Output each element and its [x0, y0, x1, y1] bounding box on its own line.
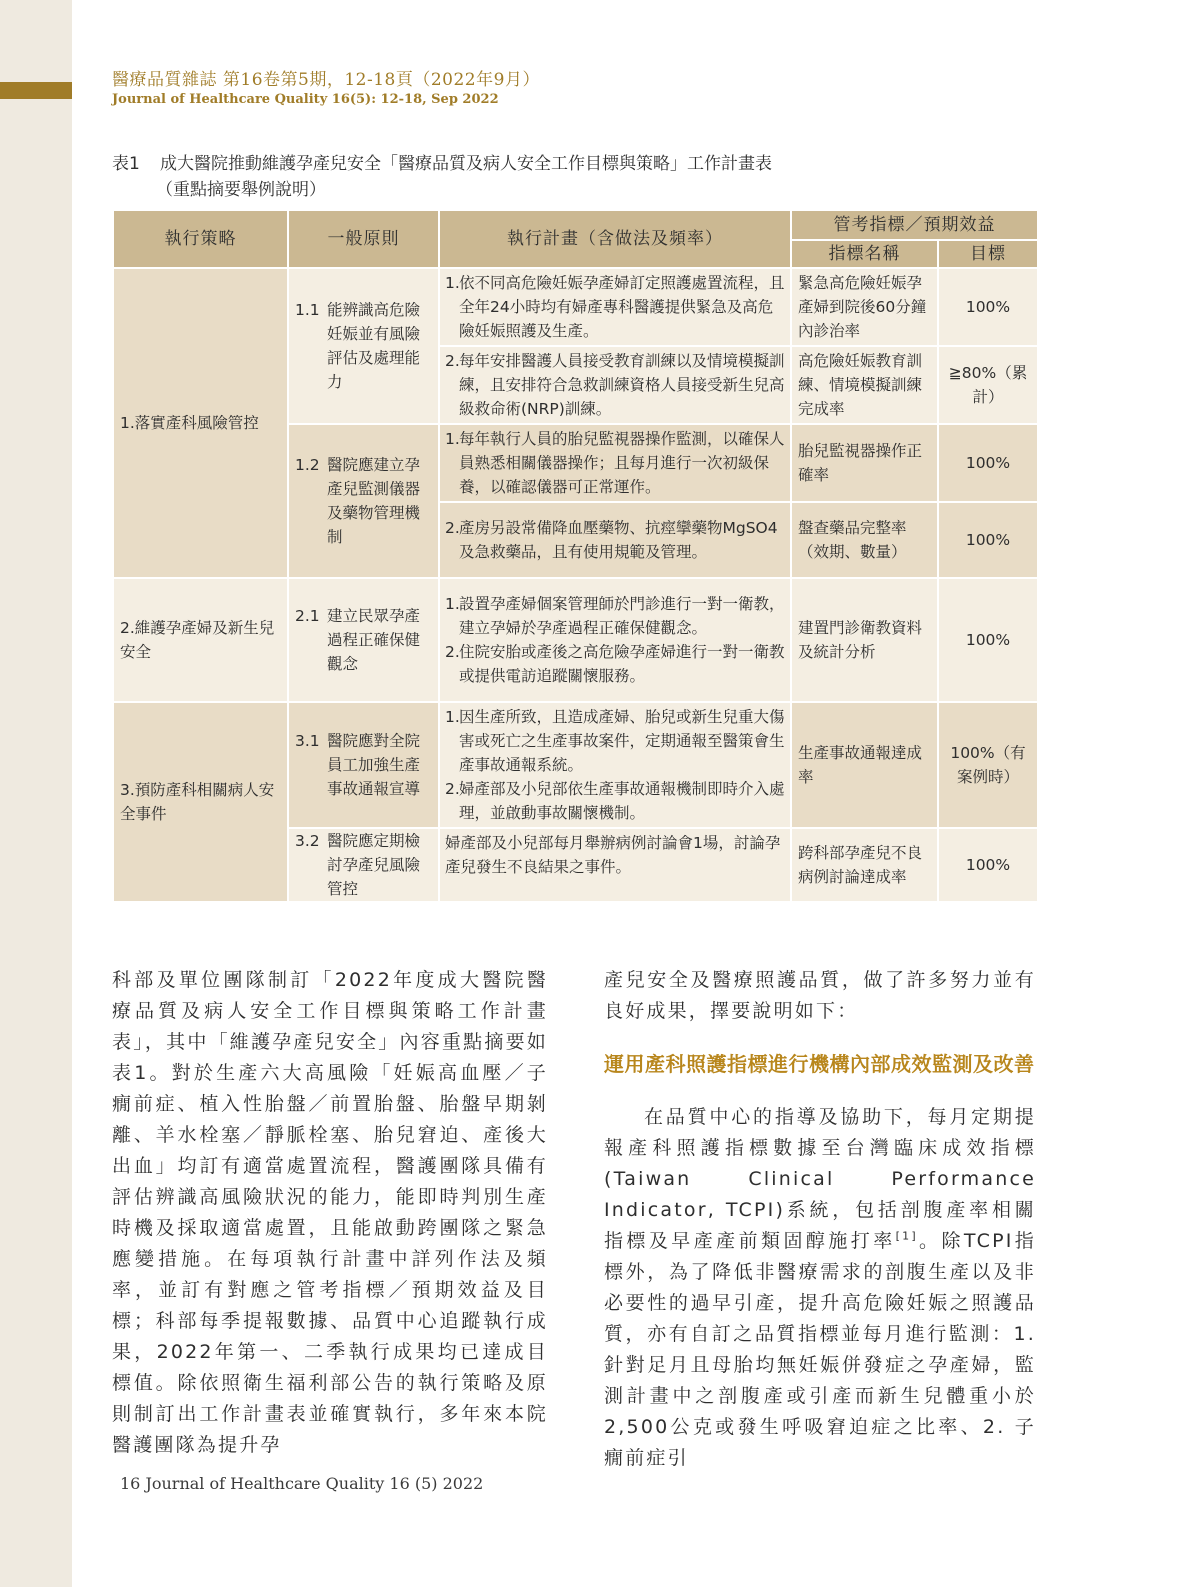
header-indicator-group: 管考指標／預期效益 — [791, 210, 1038, 240]
principle-cell — [288, 702, 439, 828]
indicator-cell: 胎兒監視器操作正確率 — [791, 424, 938, 502]
plan-cell — [439, 346, 791, 424]
plan-number: 1. — [445, 274, 460, 292]
plan-cell — [439, 268, 791, 346]
principle-number: 3.2 — [295, 832, 320, 850]
plan-number: 2. — [445, 643, 460, 661]
plan-text: 每年執行人員的胎兒監視器操作監測，以確保人員熟悉相關儀器操作；且每月進行一次初級保養，以確認儀器可正常運作。 — [459, 430, 785, 496]
gold-tab-marker — [0, 82, 72, 99]
caption-label: 表1 — [112, 154, 140, 174]
principle-text: 醫院應建立孕產兒監測儀器及藥物管理機制 — [327, 456, 421, 546]
target-cell: 100% — [938, 578, 1038, 702]
principle-text: 能辨識高危險妊娠並有風險評估及處理能力 — [327, 301, 421, 391]
target-cell: 100% — [938, 424, 1038, 502]
indicator-cell: 高危險妊娠教育訓練、情境模擬訓練完成率 — [791, 346, 938, 424]
work-plan-table — [112, 209, 1039, 903]
principle-number: 1.2 — [295, 456, 320, 474]
paragraph-text: 。除TCPI指標外，為了降低非醫療需求的剖腹生產以及非必要性的過早引產，提升高危險妊娠之照護品質，亦有自訂之品質指標並每月進行監測：1.針對足月且母胎均無妊娠併發症之孕產婦，監測計畫中之剖腹產或引產而新生兒體重小於2,500公克或發生呼吸窘迫症之比率、2. 子癇前症引 — [604, 1230, 1036, 1469]
indicator-cell: 生產事故通報達成率 — [791, 702, 938, 828]
body-right-column — [604, 965, 1036, 1474]
target-cell: 100% — [938, 502, 1038, 578]
principle-cell — [288, 828, 439, 902]
table-row — [113, 578, 1038, 702]
paragraph-text: 在品質中心的指導及協助下，每月定期提報產科照護指標數據至台灣臨床成效指標(Taiwan Clinical Performance Indicator, TCPI)系統，包括剖腹產率相關指標及早產產前類固醇施打率 — [604, 1106, 1036, 1252]
header-principle: 一般原則 — [288, 210, 439, 268]
table-row — [113, 702, 1038, 828]
indicator-cell: 建置門診衛教資料及統計分析 — [791, 578, 938, 702]
plan-text: 每年安排醫護人員接受教育訓練以及情境模擬訓練，且安排符合急救訓練資格人員接受新生兒高級救命術(NRP)訓練。 — [459, 352, 785, 418]
header-indicator-name: 指標名稱 — [791, 240, 938, 268]
body-paragraph: 產兒安全及醫療照護品質，做了許多努力並有良好成果，擇要說明如下： — [604, 969, 1036, 1022]
header-journal-en: Journal of Healthcare Quality 16(5): 12-18, Sep 2022 — [112, 92, 499, 107]
principle-cell — [288, 268, 439, 424]
target-cell: 100% — [938, 828, 1038, 902]
plan-number: 2. — [445, 780, 460, 798]
principle-number: 3.1 — [295, 732, 320, 750]
target-cell: 100% — [938, 268, 1038, 346]
target-cell: 100%（有案例時） — [938, 702, 1038, 828]
table-header-row — [113, 210, 1038, 240]
strategy-cell: 1.落實產科風險管控 — [113, 268, 288, 578]
plan-text: 婦產部及小兒部依生產事故通報機制即時介入處理，並啟動事故關懷機制。 — [459, 780, 785, 822]
principle-text: 醫院應對全院員工加強生產事故通報宣導 — [327, 732, 421, 798]
table-caption — [112, 151, 1012, 203]
principle-cell — [288, 424, 439, 578]
body-left-column — [112, 965, 548, 1461]
caption-title: 成大醫院推動維護孕產兒安全「醫療品質及病人安全工作目標與策略」工作計畫表 — [160, 154, 772, 174]
principle-number: 2.1 — [295, 607, 320, 625]
target-cell: ≧80%（累計） — [938, 346, 1038, 424]
running-header — [112, 70, 540, 108]
plan-text: 產房另設常備降血壓藥物、抗痙攣藥物MgSO4及急救藥品，且有使用規範及管理。 — [459, 519, 778, 561]
plan-number: 2. — [445, 519, 460, 537]
strategy-cell: 2.維護孕產婦及新生兒安全 — [113, 578, 288, 702]
principle-number: 1.1 — [295, 301, 320, 319]
table-row — [113, 268, 1038, 346]
header-target: 目標 — [938, 240, 1038, 268]
plan-text: 因生產所致，且造成產婦、胎兒或新生兒重大傷害或死亡之生產事故案件，定期通報至醫策會生產事故通報系統。 — [459, 708, 785, 774]
body-paragraph: 科部及單位團隊制訂「2022年度成大醫院醫療品質及病人安全工作目標與策略工作計畫表」，其中「維護孕產兒安全」內容重點摘要如表1。對於生產六大高風險「妊娠高血壓／子癇前症、植入性胎盤／前置胎盤、胎盤早期剝離、羊水栓塞／靜脈栓塞、胎兒窘迫、產後大出血」均訂有適當處置流程，醫護團隊具備有評估辨識高風險狀況的能力，能即時判別生產時機及採取適當處置，且能啟動跨團隊之緊急應變措施。在每項執行計畫中詳列作法及頻率，並訂有對應之管考指標／預期效益及目標；科部每季提報數據、品質中心追蹤執行成果，2022年第一、二季執行成果均已達成目標值。除依照衛生福利部公告的執行策略及原則制訂出工作計畫表並確實執行，多年來本院醫護團隊為提升孕 — [112, 969, 548, 1456]
caption-subtitle: （重點摘要舉例說明） — [156, 180, 326, 200]
indicator-cell: 緊急高危險妊娠孕產婦到院後60分鐘內診治率 — [791, 268, 938, 346]
body-paragraph — [604, 1102, 1036, 1474]
plan-cell — [439, 502, 791, 578]
plan-cell — [439, 424, 791, 502]
header-strategy: 執行策略 — [113, 210, 288, 268]
header-plan: 執行計畫（含做法及頻率） — [439, 210, 791, 268]
plan-cell — [439, 702, 791, 828]
plan-number: 1. — [445, 430, 460, 448]
plan-text: 住院安胎或產後之高危險孕產婦進行一對一衛教或提供電訪追蹤關懷服務。 — [459, 643, 785, 685]
strategy-cell: 3.預防產科相關病人安全事件 — [113, 702, 288, 902]
header-journal-zh: 醫療品質雜誌 第16卷第5期，12-18頁（2022年9月） — [112, 70, 540, 90]
principle-text: 建立民眾孕產過程正確保健觀念 — [327, 607, 421, 673]
section-heading: 運用產科照護指標進行機構內部成效監測及改善 — [604, 1052, 1035, 1076]
plan-number: 1. — [445, 595, 460, 613]
principle-cell — [288, 578, 439, 702]
plan-text: 依不同高危險妊娠孕產婦訂定照護處置流程，且全年24小時均有婦產專科醫護提供緊急及高危險妊娠照護及生產。 — [459, 274, 785, 340]
indicator-cell: 跨科部孕產兒不良病例討論達成率 — [791, 828, 938, 902]
plan-number: 2. — [445, 352, 460, 370]
page-footer: 16 Journal of Healthcare Quality 16 (5) 2022 — [120, 1474, 484, 1493]
plan-number: 1. — [445, 708, 460, 726]
side-margin-strip — [0, 0, 72, 1587]
principle-text: 醫院應定期檢討孕產兒風險管控 — [327, 832, 421, 898]
citation-ref[interactable]: [1] — [895, 1229, 918, 1243]
plan-cell: 婦產部及小兒部每月舉辦病例討論會1場，討論孕產兒發生不良結果之事件。 — [439, 828, 791, 902]
plan-text: 設置孕產婦個案管理師於門診進行一對一衛教，建立孕婦於孕產過程正確保健觀念。 — [459, 595, 785, 637]
indicator-cell: 盤查藥品完整率（效期、數量） — [791, 502, 938, 578]
plan-cell — [439, 578, 791, 702]
